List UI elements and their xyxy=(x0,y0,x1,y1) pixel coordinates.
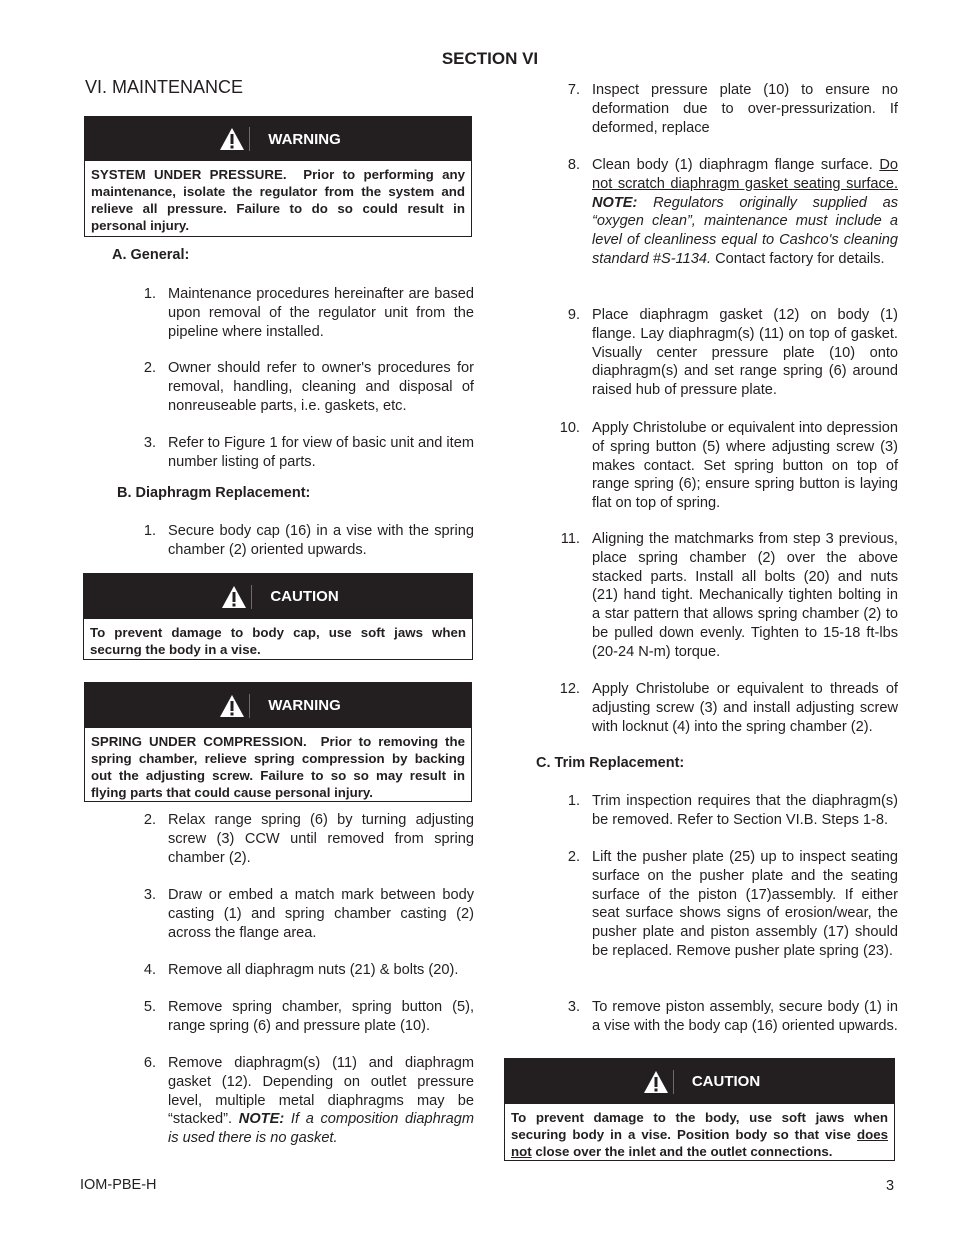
warning-body: Prior to performing any maintenance, isolate the regulator from the system and relieve all pressure. Failure to do so could result in personal injury. xyxy=(91,167,465,233)
list-item: 12. Apply Christolube or equivalent to threads of adjusting screw (3) and install adjusting screw with locknut (4) into the spring chamber (2). xyxy=(559,681,898,735)
underlined-text: does not xyxy=(511,1127,888,1159)
underlined-text: Do not scratch diaphragm gasket seating surface. xyxy=(592,157,898,192)
list-item: 2. Relax range spring (6) by turning adjusting screw (3) CCW until removed from spring chamber (2). xyxy=(143,812,474,866)
warning-box-spring xyxy=(84,682,472,802)
list-item: 3. To remove piston assembly, secure body (1) in a vise with the body cap (16) oriented upwards. xyxy=(567,999,898,1034)
list-item: 5. Remove spring chamber, spring button (5), range spring (6) and pressure plate (10). xyxy=(143,999,474,1034)
warning-lead: SPRING UNDER COMPRESSION. xyxy=(91,734,307,749)
list-item: 10. Apply Christolube or equivalent into depression of spring button (5) where adjusting screw (3) makes contact. Set spring button on top of range spring (6); ensure spring button is laying flat on top of spring. xyxy=(559,420,898,512)
warning-text xyxy=(85,161,471,238)
list-item: 1. Maintenance procedures hereinafter are based upon removal of the regulator unit from the pipeline where installed. xyxy=(143,286,474,340)
caution-text: To prevent damage to body cap, use soft jaws when securng the body in a vise. xyxy=(90,625,466,657)
list-item: 9. Place diaphragm gasket (12) on body (1) flange. Lay diaphragm(s) (11) on top of gasket. Visually center pressure plate (10) onto diaphragm(s) and set range spring (6) around raised hub of pressure plate. xyxy=(567,307,898,399)
list-item: 2. Lift the pusher plate (25) up to inspect seating surface on the pusher plate and the seating surface of the piston (17)assembly. If either seat surface shows signs of erosion/wear, the pusher plate and piston assembly (17) should be replaced. Remove pusher plate spring (23). xyxy=(567,849,898,959)
list-item: 6. Remove diaphragm(s) (11) and diaphragm gasket (12). Depending on outlet pressure level, multiple metal diaphragms may be “stacked”. NOTE: If a composition diaphragm is used there is no gasket. xyxy=(143,1055,475,1147)
warning-triangle-icon xyxy=(215,127,250,151)
heading-diaphragm: B. Diaphragm Replacement: xyxy=(117,485,311,501)
warning-lead: SYSTEM UNDER PRESSURE. xyxy=(91,167,287,182)
list-item: 3. Draw or embed a match mark between body casting (1) and spring chamber casting (2) across the flange area. xyxy=(143,887,474,941)
note-text: If a composition diaphragm is used there is no gasket. xyxy=(168,1111,475,1147)
heading-trim: C. Trim Replacement: xyxy=(536,755,685,771)
footer-doc-id: IOM-PBE-H xyxy=(80,1177,157,1193)
note-text: Regulators originally supplied as “oxygen clean”, maintenance must include a level of cleanliness equal to Cashco's cleaning standard #S-1134. xyxy=(592,194,899,267)
footer-page-number: 3 xyxy=(886,1178,895,1194)
warning-triangle-icon xyxy=(215,694,250,718)
caution-box-body xyxy=(504,1058,895,1161)
warning-header xyxy=(85,683,471,728)
warning-body: Prior to removing the spring chamber, relieve spring compression by backing out the adjusting screw. Failure to so so may result in flying parts that could cause personal injury. xyxy=(91,734,465,800)
note-label: NOTE: xyxy=(592,194,638,211)
caution-box-body-cap xyxy=(83,573,473,660)
list-item: 8. Clean body (1) diaphragm flange surface. Do not scratch diaphragm gasket seating surface. NOTE: Regulators originally supplied as “oxygen clean”, maintenance must include a level of cleanliness equal to Cashco's cleaning standard #S-1134. Contact factory for details. xyxy=(567,157,899,267)
warning-label: WARNING xyxy=(268,697,341,714)
caution-header xyxy=(84,574,472,619)
section-title: SECTION VI xyxy=(441,49,539,68)
list-item: 1. Trim inspection requires that the diaphragm(s) be removed. Refer to Section VI.B. Steps 1-8. xyxy=(567,793,898,828)
list-item: 3. Refer to Figure 1 for view of basic unit and item number listing of parts. xyxy=(143,435,474,470)
list-item: 1. Secure body cap (16) in a vise with the spring chamber (2) oriented upwards. xyxy=(143,523,474,558)
list-item: 11. Aligning the matchmarks from step 3 previous, place spring chamber (2) over the above stacked parts. Install all bolts (20) and nuts (21) hand tight. Mechanically tighten bolting in a star pattern that allows spring chamber (2) to be pulled down evenly. Tighten to 15-18 ft-lbs (20-24 N-m) torque. xyxy=(560,531,898,660)
list-item: 7. Inspect pressure plate (10) to ensure no deformation due to over-pressurization. If deformed, replace xyxy=(567,82,898,136)
warning-triangle-icon xyxy=(217,585,252,609)
caution-label: CAUTION xyxy=(270,588,339,605)
warning-triangle-icon xyxy=(639,1070,674,1094)
chapter-title: VI. MAINTENANCE xyxy=(85,77,244,97)
list-item: 4. Remove all diaphragm nuts (21) & bolts (20). xyxy=(143,962,459,978)
caution-label: CAUTION xyxy=(691,1073,761,1090)
warning-header xyxy=(85,117,471,161)
heading-general: A. General: xyxy=(112,247,190,263)
caution-text: To prevent damage to the body, use soft jaws when securing body in a vise. Position body so that vise does not close over the inlet and the outlet connections. xyxy=(511,1110,888,1159)
warning-label: WARNING xyxy=(268,130,341,148)
caution-header xyxy=(505,1059,894,1104)
list-item: 2. Owner should refer to owner's procedures for removal, handling, cleaning and disposal of nonreuseable parts, i.e. gaskets, etc. xyxy=(143,360,474,414)
warning-box-pressure xyxy=(84,116,472,237)
warning-text xyxy=(85,728,471,805)
note-label: NOTE: xyxy=(238,1111,285,1128)
